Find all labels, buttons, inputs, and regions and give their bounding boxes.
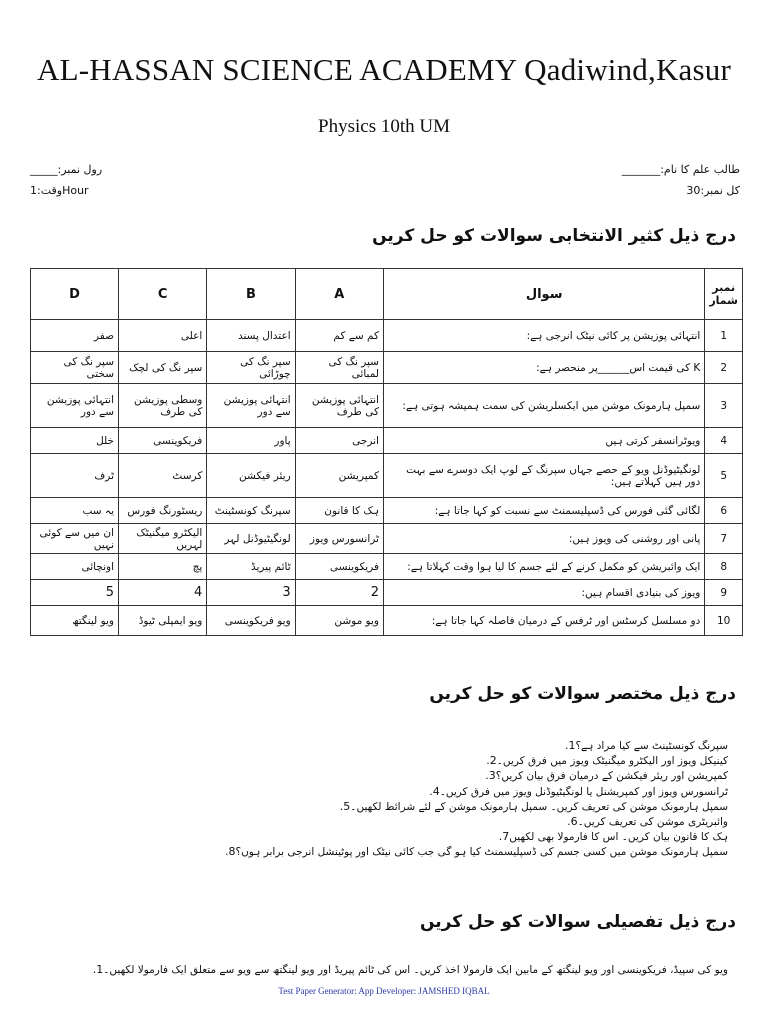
option-d: ویو لینگتھ <box>31 606 119 636</box>
option-c: ریسٹورنگ فورس <box>119 498 207 524</box>
question-text: کمپریشن اور ریئر فیکشن کے درمیان فرق بیان کریں؟ <box>495 770 728 783</box>
question-item <box>221 738 728 753</box>
question-text: ویو کی سپیڈ، فریکوینسی اور ویو لینگتھ کے مابین ایک فارمولا اخذ کریں۔ اس کی ٹائم پیریڈ اور ویو لینگتھ سے ویو سے متعلق ایک فارمولا لکھیں۔ <box>103 964 728 976</box>
question-number: 1. <box>564 739 576 752</box>
question-text: ٹرانسورس ویوز اور کمپریشنل یا لونگیٹیوڈنل ویوز میں فرق کریں۔ <box>439 785 728 798</box>
option-a: سپر نگ کی لمبائی <box>295 352 383 384</box>
mcq-row <box>31 352 743 384</box>
option-a: ویو موشن <box>295 606 383 636</box>
long-questions-heading: درج ذیل تفصیلی سوالات کو حل کریں <box>419 912 736 932</box>
question-text: سپرنگ کونسٹینٹ سے کیا مراد ہے؟ <box>575 740 728 752</box>
question-number: 4. <box>429 784 440 798</box>
mcq-header-row <box>31 269 743 320</box>
question-number: 2. <box>486 754 497 768</box>
short-questions-heading: درج ذیل مختصر سوالات کو حل کریں <box>429 684 736 704</box>
question-number: 9 <box>705 580 743 606</box>
question-text: ویوز کی بنیادی اقسام ہیں: <box>383 580 704 606</box>
option-d: اونچائی <box>31 554 119 580</box>
option-c: 4 <box>119 580 207 606</box>
question-number: 3. <box>485 769 496 783</box>
option-b: انتہائی پوزیشن سے دور <box>207 384 295 428</box>
option-d: ٹرف <box>31 454 119 498</box>
option-c: اعلی <box>119 320 207 352</box>
mcq-row <box>31 554 743 580</box>
option-b: لونگیٹیوڈنل لہر <box>207 524 295 554</box>
option-d: صفر <box>31 320 119 352</box>
option-c: وسطی پوزیشن کی طرف <box>119 384 207 428</box>
question-text: لگائی گئی فورس کی ڈسپلیسمنٹ سے نسبت کو کہا جاتا ہے: <box>383 498 704 524</box>
question-number: 3 <box>705 384 743 428</box>
question-text: انتہائی پوزیشن پر کائی نیٹک انرجی ہے: <box>383 320 704 352</box>
question-text: سمپل ہارمونک موشن میں ایکسلریشن کی سمت ہمیشہ ہوتی ہے: <box>383 384 704 428</box>
question-number: 1 <box>705 320 743 352</box>
question-text: K کی قیمت اس______پر منحصر ہے: <box>383 352 704 384</box>
option-b: 3 <box>207 580 295 606</box>
option-d: یہ سب <box>31 498 119 524</box>
option-b: سپر نگ کی چوڑائی <box>207 352 295 384</box>
question-number: 10 <box>705 606 743 636</box>
option-a: ٹرانسورس ویوز <box>295 524 383 554</box>
question-item <box>221 768 728 783</box>
option-b: پاور <box>207 428 295 454</box>
question-number: 8 <box>705 554 743 580</box>
mcq-row <box>31 428 743 454</box>
question-text: کینیکل ویوز اور الیکٹرو میگنیٹک ویوز میں فرق کریں۔ <box>496 755 728 768</box>
mcq-table <box>30 268 743 636</box>
question-number: 6 <box>705 498 743 524</box>
question-number: 7 <box>705 524 743 554</box>
long-questions-list <box>89 962 728 977</box>
col-b: B <box>207 269 295 320</box>
col-question: سوال <box>383 269 704 320</box>
question-number: 5 <box>705 454 743 498</box>
question-text: وائبریٹری موشن کی تعریف کریں۔ <box>577 815 728 828</box>
option-d: انتہائی پوزیشن سے دور <box>31 384 119 428</box>
question-item <box>221 844 728 859</box>
academy-title: AL-HASSAN SCIENCE ACADEMY Qadiwind,Kasur <box>36 52 731 87</box>
option-a: ہک کا قانون <box>295 498 383 524</box>
total-marks: کل نمبر:30 <box>686 184 740 197</box>
question-number: 7. <box>498 830 510 844</box>
option-c: ویو ایمپلی ٹیوڈ <box>119 606 207 636</box>
question-item <box>221 814 728 829</box>
option-b: سپرنگ کونسٹینٹ <box>207 498 295 524</box>
mcq-row <box>31 384 743 428</box>
option-c: فریکوینسی <box>119 428 207 454</box>
mcq-row <box>31 320 743 352</box>
question-number: 4 <box>705 428 743 454</box>
short-questions-list <box>221 738 728 860</box>
question-number: 5. <box>339 799 351 813</box>
mcq-row <box>31 454 743 498</box>
question-number: 1. <box>92 963 104 976</box>
footer-credit: Test Paper Generator: App Developer: JAMSHED IQBAL <box>278 986 490 996</box>
question-text: ویوٹرانسفر کرتی ہیں <box>383 428 704 454</box>
question-text: سمپل ہارمونک موشن کی تعریف کریں۔ سمپل ہارمونک موشن کے لئے شرائط لکھیں۔ <box>350 800 728 813</box>
option-d: خلل <box>31 428 119 454</box>
option-a: فریکوینسی <box>295 554 383 580</box>
mcq-heading: درج ذیل کثیر الانتخابی سوالات کو حل کریں <box>372 226 736 246</box>
mcq-row <box>31 606 743 636</box>
question-text: سمپل ہارمونک موشن میں کسی جسم کی ڈسپلیسمنٹ کیا ہو گی جب کائی نیٹک اور پوٹینشل انرجی برابر ہوں؟ <box>235 846 728 859</box>
question-text: لونگیٹیوڈنل ویو کے حصے جہاں سپرنگ کے لوپ ایک دوسرے سے بہت دور ہیں کہلاتے ہیں: <box>383 454 704 498</box>
option-b: ٹائم پیریڈ <box>207 554 295 580</box>
mcq-row <box>31 524 743 554</box>
option-c: الیکٹرو میگنیٹک لہریں <box>119 524 207 554</box>
col-number: نمبر شمار <box>705 269 743 320</box>
student-name: طالب علم کا نام:_______ <box>621 163 740 176</box>
option-c: کرسٹ <box>119 454 207 498</box>
question-text: دو مسلسل کرسٹس اور ٹرفس کے درمیان فاصلہ کہا جاتا ہے: <box>383 606 704 636</box>
question-item <box>221 799 728 814</box>
question-text: ہک کا قانون بیان کریں۔ اس کا فارمولا بھی لکھیں <box>509 831 728 844</box>
option-a: انتہائی پوزیشن کی طرف <box>295 384 383 428</box>
time-allowed: وقت:1Hour <box>30 184 89 197</box>
mcq-row <box>31 498 743 524</box>
question-text: پانی اور روشنی کی ویوز ہیں: <box>383 524 704 554</box>
option-c: پچ <box>119 554 207 580</box>
option-b: اعتدال پسند <box>207 320 295 352</box>
question-item <box>221 753 728 768</box>
question-text: ایک وائبریشن کو مکمل کرنے کے لئے جسم کا لیا ہوا وقت کہلاتا ہے: <box>383 554 704 580</box>
col-a: A <box>295 269 383 320</box>
question-number: 8. <box>225 845 236 859</box>
mcq-row <box>31 580 743 606</box>
question-item <box>221 829 728 844</box>
option-d: سپر نگ کی سختی <box>31 352 119 384</box>
option-a: 2 <box>295 580 383 606</box>
option-b: ویو فریکوینسی <box>207 606 295 636</box>
paper-subtitle: Physics 10th UM <box>318 116 450 137</box>
roll-number: رول نمبر:_____ <box>30 163 103 176</box>
option-c: سپر نگ کی لچک <box>119 352 207 384</box>
col-d: D <box>31 269 119 320</box>
question-number: 2 <box>705 352 743 384</box>
option-d: 5 <box>31 580 119 606</box>
option-b: ریئر فیکشن <box>207 454 295 498</box>
option-d: ان میں سے کوئی نہیں <box>31 524 119 554</box>
question-item <box>89 962 728 977</box>
question-item <box>221 784 728 799</box>
option-a: انرجی <box>295 428 383 454</box>
option-a: کمپریشن <box>295 454 383 498</box>
option-a: کم سے کم <box>295 320 383 352</box>
question-number: 6. <box>567 814 578 828</box>
col-c: C <box>119 269 207 320</box>
